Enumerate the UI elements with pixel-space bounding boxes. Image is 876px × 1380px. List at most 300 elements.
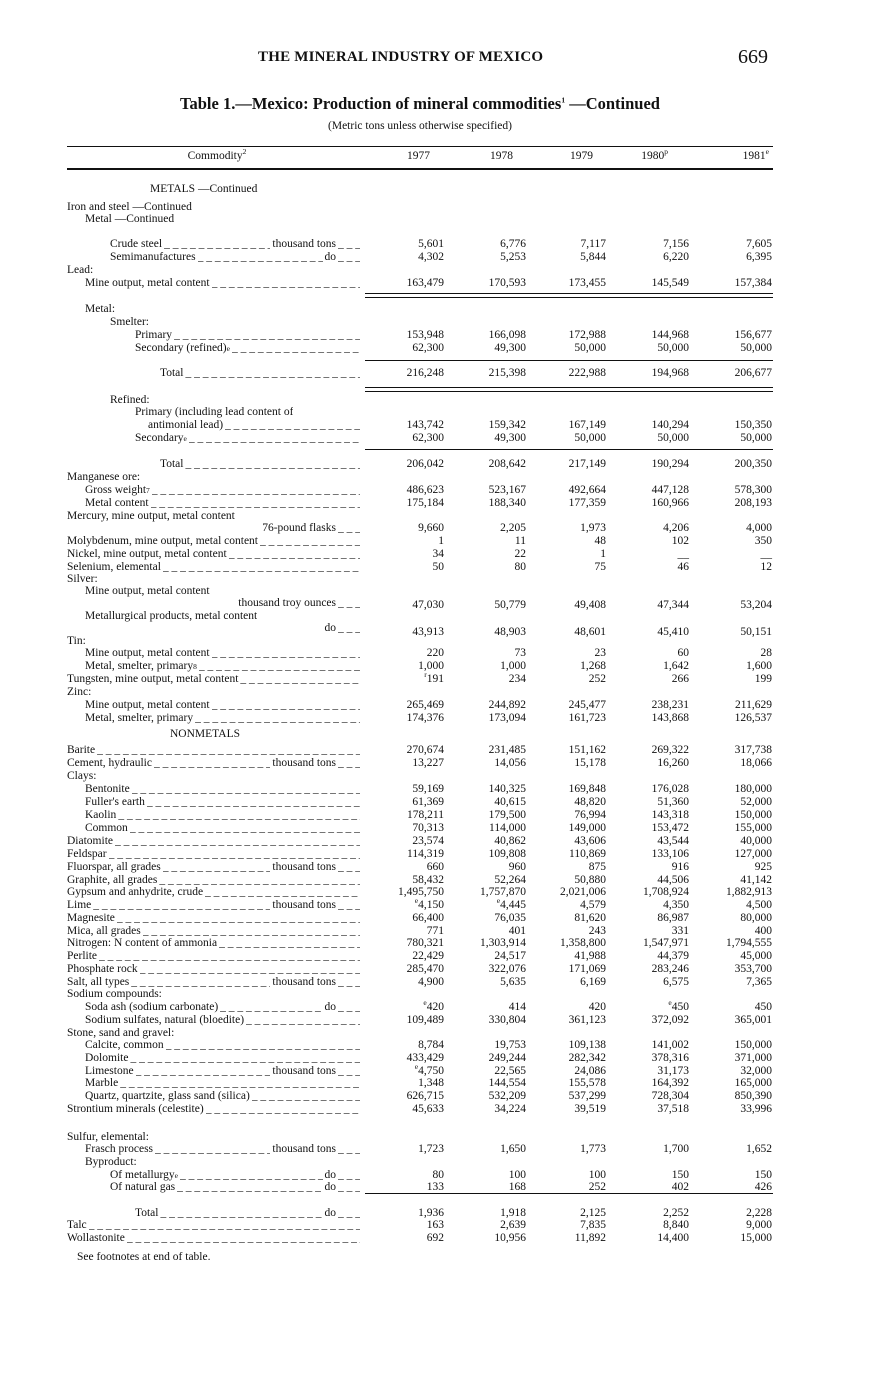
table-cell-1979: 155,578 <box>568 1077 606 1089</box>
table-cell-1978: 52,264 <box>494 874 526 886</box>
table-cell-1979: 81,620 <box>574 912 606 924</box>
table-cell-1977: 13,227 <box>412 757 444 769</box>
row-label-text: Metal —Continued <box>85 213 175 225</box>
table-row <box>0 660 876 673</box>
table-cell-1978: 166,098 <box>488 329 526 341</box>
row-label-text: antimonial lead) <box>148 419 224 431</box>
table-cell-1980: 1,547,971 <box>643 937 689 949</box>
section-heading: NONMETALS <box>170 728 240 740</box>
table-cell-1977: 692 <box>426 1232 444 1244</box>
leader-dots <box>205 886 360 899</box>
table-cell-1979: 48 <box>594 535 606 547</box>
table-cell-1979: 23 <box>594 647 606 659</box>
leader-dots <box>93 899 270 912</box>
leader-dots <box>89 1219 360 1232</box>
table-cell-1981: 371,000 <box>734 1052 772 1064</box>
table-cell-1981: 155,000 <box>734 822 772 834</box>
leader-dots <box>118 809 360 822</box>
table-cell-1981: 1,652 <box>746 1143 772 1155</box>
table-cell-1979: 173,455 <box>568 277 606 289</box>
table-cell-1979: 1 <box>600 548 606 560</box>
row-label-text: Primary <box>135 329 173 341</box>
table-cell-1979: 172,988 <box>568 329 606 341</box>
table-row <box>0 1014 876 1027</box>
table-cell-1980: 190,294 <box>651 458 689 470</box>
table-cell-1978: 49,300 <box>494 342 526 354</box>
table-cell-1981: 127,000 <box>734 848 772 860</box>
row-label-text: Of metallurgy <box>110 1169 175 1181</box>
table-cell-1977: 43,913 <box>412 626 444 638</box>
table-cell-1979: 282,342 <box>568 1052 606 1064</box>
table-cell-1978: 34,224 <box>494 1103 526 1115</box>
row-label <box>110 316 149 329</box>
row-unit: thousand tons <box>272 976 336 988</box>
row-label-text: Talc <box>67 1219 87 1231</box>
table-cell-1978: 49,300 <box>494 432 526 444</box>
table-row <box>0 303 876 316</box>
table-row <box>0 686 876 699</box>
row-label <box>67 744 362 757</box>
table-cell-1977: 62,300 <box>412 432 444 444</box>
table-cell-1981: 200,350 <box>734 458 772 470</box>
column-header-1977: 1977 <box>407 150 430 162</box>
table-cell-1978: 322,076 <box>488 963 526 975</box>
row-label-text: Total <box>160 458 184 470</box>
table-cell-1977: 59,169 <box>412 783 444 795</box>
row-unit: do <box>324 622 336 634</box>
row-label <box>160 458 362 471</box>
table-cell-1981: 206,677 <box>734 367 772 379</box>
table-cell-1977: 58,432 <box>412 874 444 886</box>
row-label-text: Feldspar <box>67 848 107 860</box>
row-label-text: Kaolin <box>85 809 117 821</box>
row-label-text: Diatomite <box>67 835 113 847</box>
leader-dots <box>163 861 271 874</box>
row-label: Metal, smelter, primary 8 _ _ _ <box>85 660 362 673</box>
table-cell-1981: 50,000 <box>740 342 772 354</box>
row-label <box>85 622 362 635</box>
table-cell-1978: 19,753 <box>494 1039 526 1051</box>
row-label <box>85 699 362 712</box>
table-cell-1977: 4,900 <box>418 976 444 988</box>
table-cell-1980: 7,156 <box>663 238 689 250</box>
table-cell-1981: 199 <box>754 673 772 685</box>
leader-dots <box>154 757 270 770</box>
table-cell-1981: 53,204 <box>740 599 772 611</box>
table-cell-1978: 24,517 <box>494 950 526 962</box>
table-cell-1977: 114,319 <box>407 848 444 860</box>
row-label <box>85 809 362 822</box>
table-cell-1979: 7,117 <box>580 238 606 250</box>
table-cell-1980: 2,252 <box>663 1207 689 1219</box>
row-label-text: Refined: <box>110 394 150 406</box>
table-cell-1981: 180,000 <box>734 783 772 795</box>
table-title-suffix: —Continued <box>565 94 660 113</box>
leader-dots <box>99 950 360 963</box>
leader-dots <box>252 1090 360 1103</box>
column-header-1979: 1979 <box>570 150 593 162</box>
table-cell-1977: 34 <box>432 548 444 560</box>
leader-dots <box>147 796 360 809</box>
row-label-text: Manganese ore: <box>67 471 141 483</box>
table-row <box>0 963 876 976</box>
row-label-text: Fuller's earth <box>85 796 145 808</box>
table-cell-1980: 372,092 <box>651 1014 689 1026</box>
leader-dots <box>198 251 323 264</box>
table-cell-1977: 1 <box>438 535 444 547</box>
row-label-text: Dolomite <box>85 1052 129 1064</box>
row-label-text: Mine output, metal content <box>85 699 210 711</box>
table-row <box>0 647 876 660</box>
table-row <box>0 757 876 770</box>
table-cell-1978: 6,776 <box>500 238 526 250</box>
table-cell-1978: 173,094 <box>488 712 526 724</box>
table-cell-1981: 7,365 <box>746 976 772 988</box>
table-row <box>0 342 876 355</box>
leader-dots <box>212 699 360 712</box>
row-label <box>85 1052 362 1065</box>
table-cell-1980: 269,322 <box>651 744 689 756</box>
page-number: 669 <box>738 46 768 68</box>
table-cell-1980: 141,002 <box>651 1039 689 1051</box>
table-cell-1981: 4,000 <box>746 522 772 534</box>
table-cell-1978: 231,485 <box>488 744 526 756</box>
table-row <box>0 471 876 484</box>
table-cell-1977: 175,184 <box>406 497 444 509</box>
table-cell-1980: __ <box>677 548 689 560</box>
table-cell-1977: 1,000 <box>418 660 444 672</box>
table-row <box>0 329 876 342</box>
leader-dots <box>155 1143 270 1156</box>
table-cell-1977: 163 <box>426 1219 444 1231</box>
row-label-text: Of natural gas <box>110 1181 176 1193</box>
table-row <box>0 1232 876 1245</box>
table-cell-1977: 70,313 <box>412 822 444 834</box>
table-cell-1981: 40,000 <box>740 835 772 847</box>
row-label-text: Fluorspar, all grades <box>67 861 161 873</box>
table-cell-1980: 238,231 <box>651 699 689 711</box>
row-label-text: Frasch process <box>85 1143 154 1155</box>
table-cell-1978: 1,000 <box>500 660 526 672</box>
table-cell-1981: 350 <box>754 535 772 547</box>
table-cell-1977: 23,574 <box>412 835 444 847</box>
table-cell-1981: 33,996 <box>740 1103 772 1115</box>
table-cell-1979: 50,880 <box>574 874 606 886</box>
table-cell-1977: 143,742 <box>406 419 444 431</box>
table-cell-1981: 12 <box>760 561 772 573</box>
leader-dots <box>109 848 360 861</box>
table-row <box>0 406 876 419</box>
table-row <box>0 770 876 783</box>
footer-note: See footnotes at end of table. <box>77 1251 211 1263</box>
column-header-1981-mark: e <box>765 147 769 157</box>
table-row <box>0 728 876 741</box>
table-cell-1981: 32,000 <box>740 1065 772 1077</box>
table-cell-1979: 167,149 <box>568 419 606 431</box>
table-row <box>0 670 876 686</box>
table-cell-1980: 45,410 <box>657 626 689 638</box>
table-cell-1978: 14,056 <box>494 757 526 769</box>
table-row <box>0 998 876 1014</box>
table-cell-1978: 234 <box>508 673 526 685</box>
table-cell-1981: 165,000 <box>734 1077 772 1089</box>
leader-dots <box>152 484 360 497</box>
table-cell-1978: 2,205 <box>500 522 526 534</box>
row-label <box>85 597 362 610</box>
table-cell-1977: 5,601 <box>418 238 444 250</box>
table-cell-1981: 6,395 <box>746 251 772 263</box>
table-row <box>0 1143 876 1156</box>
table-cell-1978: 168 <box>508 1181 526 1193</box>
table-row <box>0 1039 876 1052</box>
leader-dots <box>220 1001 322 1014</box>
row-label-text: Wollastonite <box>67 1232 125 1244</box>
table-cell-1980: 16,260 <box>657 757 689 769</box>
row-label-text: Cement, hydraulic <box>67 757 152 769</box>
table-cell-1978: 401 <box>508 925 526 937</box>
row-label-text: Iron and steel —Continued <box>67 201 192 213</box>
leader-dots <box>229 548 360 561</box>
table-row <box>0 597 876 610</box>
table-row <box>0 809 876 822</box>
row-label <box>67 686 91 699</box>
table-cell-1978: 1,303,914 <box>480 937 526 949</box>
row-label <box>85 647 362 660</box>
table-row <box>0 622 876 638</box>
table-cell-1979: 252 <box>588 1181 606 1193</box>
table-cell-1980: 143,868 <box>651 712 689 724</box>
table-cell-1979: 75 <box>594 561 606 573</box>
table-cell-1977: 270,674 <box>406 744 444 756</box>
row-unit: thousand troy ounces <box>238 597 336 609</box>
table-cell-1978: 48,903 <box>494 626 526 638</box>
table-cell-1981: 211,629 <box>735 699 772 711</box>
table-cell-1980: 60 <box>677 647 689 659</box>
table-cell-1978: 244,892 <box>488 699 526 711</box>
row-label <box>67 1219 362 1232</box>
row-label: Of metallurgy e _ _ _ do _ _ _ <box>110 1169 362 1182</box>
table-cell-1980: 176,028 <box>651 783 689 795</box>
table-cell-1978: 100 <box>508 1169 526 1181</box>
table-cell-1981: 4,500 <box>746 899 772 911</box>
row-label <box>67 886 362 899</box>
row-label <box>67 673 362 686</box>
table-cell-1981: 1,882,913 <box>726 886 772 898</box>
table-cell-1980: 86,987 <box>657 912 689 924</box>
table-cell-1980: 51,360 <box>657 796 689 808</box>
table-cell-1977: 178,211 <box>407 809 444 821</box>
row-label <box>85 1039 362 1052</box>
row-label <box>67 963 362 976</box>
leader-dots <box>212 647 360 660</box>
row-label-text: Strontium minerals (celestite) <box>67 1103 204 1115</box>
table-cell-1978: 73 <box>514 647 526 659</box>
table-cell-1979: 217,149 <box>568 458 606 470</box>
row-label <box>67 757 362 770</box>
leader-dots <box>177 1181 322 1194</box>
leader-dots <box>232 342 360 355</box>
table-cell-1978: 170,593 <box>488 277 526 289</box>
table-row <box>0 1103 876 1116</box>
table-cell-1978: 330,804 <box>488 1014 526 1026</box>
table-cell-1979: 361,123 <box>568 1014 606 1026</box>
table-cell-1981: 28 <box>760 647 772 659</box>
row-label-text: Silver: <box>67 573 98 585</box>
row-label <box>67 522 362 535</box>
table-cell-1979: 177,359 <box>568 497 606 509</box>
table-cell-1979: 1,268 <box>580 660 606 672</box>
section-rule <box>365 387 773 388</box>
table-cell-1977: 50 <box>432 561 444 573</box>
row-label-text: Secondary <box>135 432 184 444</box>
table-cell-1978: 109,808 <box>488 848 526 860</box>
row-label <box>67 912 362 925</box>
table-cell-1977: 1,723 <box>418 1143 444 1155</box>
row-unit: do <box>324 1207 336 1219</box>
table-cell-1981: __ <box>760 548 772 560</box>
table-cell-1981: 150,350 <box>734 419 772 431</box>
row-label-text: Quartz, quartzite, glass sand (silica) <box>85 1090 250 1102</box>
table-cell-1981: 365,001 <box>734 1014 772 1026</box>
table-subtitle-text: (Metric tons unless otherwise specified) <box>328 120 512 132</box>
table-cell-1977: 61,369 <box>412 796 444 808</box>
table-cell-1980: 8,840 <box>663 1219 689 1231</box>
table-cell-1979: 15,178 <box>574 757 606 769</box>
table-row <box>0 316 876 329</box>
table-cell-1981: 450 <box>754 1001 772 1013</box>
row-label-text: Gypsum and anhydrite, crude <box>67 886 204 898</box>
row-label-text: Tungsten, mine output, metal content <box>67 673 239 685</box>
row-label <box>67 835 362 848</box>
row-label-text: Tin: <box>67 635 86 647</box>
table-cell-1981: 1,794,555 <box>726 937 772 949</box>
table-cell-1978: 40,615 <box>494 796 526 808</box>
table-cell-1978: 22 <box>514 548 526 560</box>
table-cell-1980: 1,642 <box>663 660 689 672</box>
table-cell-1981: 126,537 <box>734 712 772 724</box>
table-cell-1977: 62,300 <box>412 342 444 354</box>
leader-dots <box>117 912 360 925</box>
table-cell-1979: 151,162 <box>568 744 606 756</box>
leader-dots <box>206 1103 360 1116</box>
table-cell-1978: 22,565 <box>494 1065 526 1077</box>
leader-dots <box>164 238 270 251</box>
table-cell-1979: 1,973 <box>580 522 606 534</box>
table-cell-1977: 80 <box>432 1169 444 1181</box>
table-cell-1979: 161,723 <box>568 712 606 724</box>
row-label <box>67 899 362 912</box>
table-cell-1977: 220 <box>426 647 444 659</box>
table-cell-1979: 222,988 <box>568 367 606 379</box>
section-rule <box>365 293 773 294</box>
row-label <box>135 406 293 419</box>
row-label: Gross weight 7 _ _ _ <box>85 484 362 497</box>
row-label-text: Molybdenum, mine output, metal content <box>67 535 258 547</box>
row-unit: thousand tons <box>272 899 336 911</box>
table-row <box>0 432 876 445</box>
table-cell-1979: 50,000 <box>574 432 606 444</box>
row-label <box>85 712 362 725</box>
table-subtitle <box>0 120 876 132</box>
row-label <box>67 471 140 484</box>
table-cell-1979: 24,086 <box>574 1065 606 1077</box>
leader-dots <box>130 1052 360 1065</box>
table-cell-1980: 160,966 <box>651 497 689 509</box>
table-cell-1977: 486,623 <box>406 484 444 496</box>
row-label <box>67 937 362 950</box>
row-label <box>85 213 174 226</box>
table-row <box>0 1219 876 1232</box>
table-cell-1978: 10,956 <box>494 1232 526 1244</box>
row-label <box>85 1014 362 1027</box>
row-label <box>67 950 362 963</box>
row-label-text: Nitrogen: N content of ammonia <box>67 937 218 949</box>
table-cell-1977: 285,470 <box>406 963 444 975</box>
table-cell-1981: 7,605 <box>746 238 772 250</box>
row-label-text: Selenium, elemental <box>67 561 161 573</box>
row-label-text: Mica, all grades <box>67 925 141 937</box>
leader-dots <box>260 535 360 548</box>
section-rule <box>365 360 773 361</box>
table-cell-1978: 188,340 <box>488 497 526 509</box>
table-row <box>0 367 876 380</box>
table-row <box>0 213 876 226</box>
row-label: Secondary (refined) e _ _ _ <box>135 342 362 355</box>
row-label-text: Semimanufactures <box>110 251 196 263</box>
table-cell-1981: 45,000 <box>740 950 772 962</box>
table-title <box>0 94 876 114</box>
table-cell-1980: 6,575 <box>663 976 689 988</box>
table-row <box>0 1052 876 1065</box>
table-row <box>0 183 876 196</box>
table-cell-1977: 660 <box>426 861 444 873</box>
row-label <box>85 1156 137 1169</box>
table-row <box>0 251 876 264</box>
row-label <box>67 1232 362 1245</box>
column-header-1981-text: 1981 <box>742 150 766 162</box>
row-label-text: Secondary (refined) <box>135 342 227 354</box>
table-cell-1980: 47,344 <box>657 599 689 611</box>
row-label-text: Byproduct: <box>85 1156 137 1168</box>
table-title-text: Table 1.—Mexico: Production of mineral commodities <box>180 94 562 113</box>
table-cell-1979: 110,869 <box>569 848 606 860</box>
row-label-text: Metal: <box>85 303 116 315</box>
leader-dots <box>97 744 360 757</box>
table-row <box>0 699 876 712</box>
table-cell-1977: 66,400 <box>412 912 444 924</box>
table-cell-1978: 414 <box>508 1001 526 1013</box>
row-label-text: Lime <box>67 899 92 911</box>
table-cell-1981: 50,000 <box>740 432 772 444</box>
table-row <box>0 535 876 548</box>
table-cell-1977: $^r$191 <box>424 670 444 685</box>
row-label <box>110 1181 362 1194</box>
column-header-1980-text: 1980 <box>641 150 665 162</box>
section-rule <box>365 449 773 450</box>
row-label <box>110 238 362 251</box>
table-cell-1978: 1,918 <box>500 1207 526 1219</box>
table-cell-1980: 1,700 <box>663 1143 689 1155</box>
table-cell-1981: 317,738 <box>734 744 772 756</box>
row-label <box>85 796 362 809</box>
table-cell-1977: 45,633 <box>412 1103 444 1115</box>
table-row <box>0 238 876 251</box>
row-unit: thousand tons <box>272 1065 336 1077</box>
leader-dots <box>166 1039 360 1052</box>
table-cell-1978: 5,253 <box>500 251 526 263</box>
table-cell-1977: 1,936 <box>418 1207 444 1219</box>
table-row <box>0 835 876 848</box>
